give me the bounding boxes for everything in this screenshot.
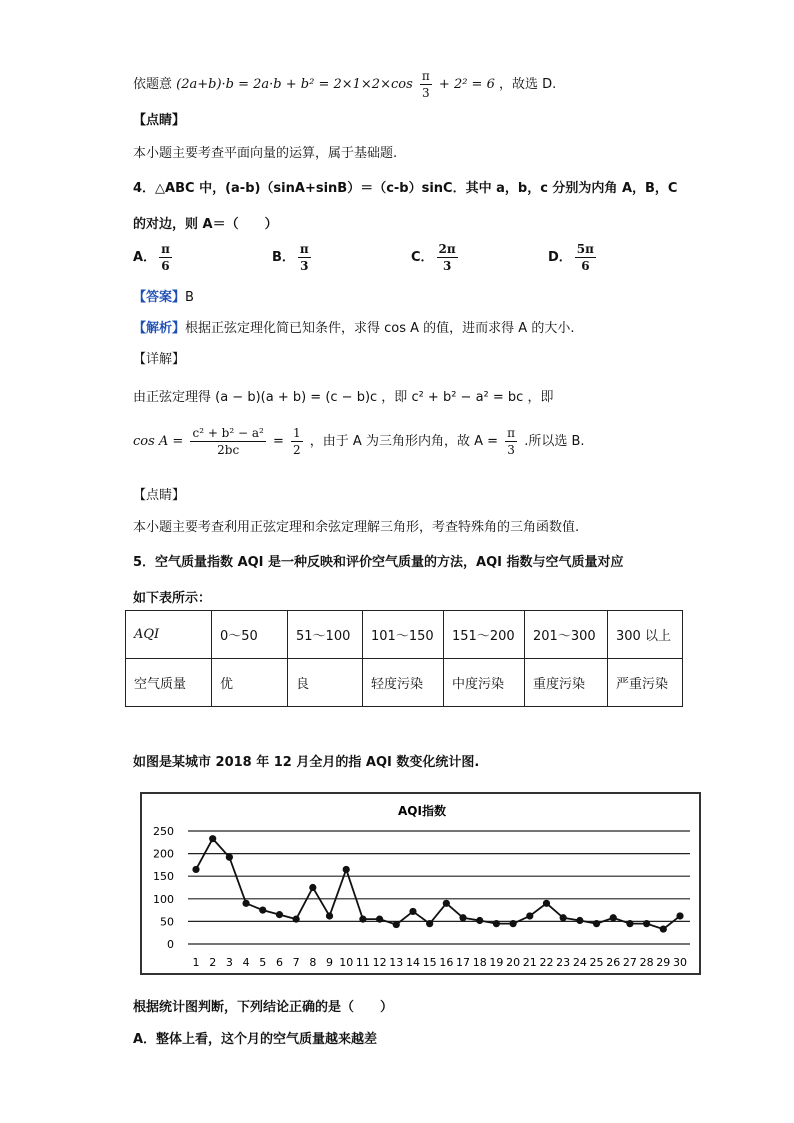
q4-option-c: C． $\frac{2\pi}{3}$ — [411, 242, 456, 273]
aqi-chart-frame — [140, 792, 701, 975]
x-tick-label: 5 — [259, 956, 267, 969]
data-point — [393, 921, 400, 928]
q5-stem-line2: 如下表所示： — [133, 591, 212, 606]
data-point — [560, 914, 567, 921]
x-tick-label: 16 — [439, 956, 454, 969]
quality-cell: 轻度污染 — [363, 659, 444, 707]
data-point — [643, 920, 650, 927]
quality-cell: 严重污染 — [608, 659, 683, 707]
y-tick-label: 0 — [167, 938, 174, 951]
q4-option-b: B． $\frac{\pi}{3}$ — [272, 242, 309, 273]
q4-stem-line2: 的对边，则 A＝（ ） — [133, 217, 278, 232]
x-tick-label: 6 — [275, 956, 283, 969]
x-tick-label: 18 — [472, 956, 487, 969]
q4-answer: 【答案】B — [133, 290, 194, 305]
q5-option-a: A．整体上看，这个月的空气质量越来越差 — [133, 1032, 378, 1047]
aqi-table-row-index — [126, 611, 683, 659]
data-point — [543, 900, 550, 907]
x-tick-label: 24 — [572, 956, 587, 969]
aqi-cell: 151～200 — [444, 611, 525, 659]
chart-intro: 如图是某城市 2018 年 12 月全月的指 AQI 数变化统计图. — [133, 755, 480, 770]
data-point — [610, 914, 617, 921]
quality-cell: 优 — [212, 659, 288, 707]
q4-dianjing-text: 本小题主要考查利用正弦定理和余弦定理解三角形，考查特殊角的三角函数值. — [133, 520, 580, 535]
dianjing-text-1: 本小题主要考查平面向量的运算，属于基础题. — [133, 146, 398, 161]
data-point — [309, 884, 316, 891]
x-tick-label: 4 — [242, 956, 250, 969]
q4-option-d: D． $\frac{5\pi}{6}$ — [548, 242, 594, 273]
x-tick-label: 15 — [422, 956, 437, 969]
x-tick-label: 7 — [292, 956, 300, 969]
data-point — [226, 854, 233, 861]
data-point — [576, 917, 583, 924]
x-tick-label: 27 — [622, 956, 637, 969]
vector-solution-line: 依题意 (2a+b)·b = 2a·b + b² = 2×1×2×cos $\frac{\pi}{3}$ + 2² = 6 ，故选 D. — [133, 69, 557, 100]
y-tick-label: 100 — [153, 892, 174, 906]
x-tick-label: 1 — [192, 956, 200, 969]
x-tick-label: 26 — [606, 956, 621, 969]
x-tick-label: 9 — [326, 956, 334, 969]
quality-cell: 良 — [288, 659, 363, 707]
data-point — [476, 917, 483, 924]
x-tick-label: 11 — [355, 956, 370, 969]
x-tick-label: 17 — [456, 956, 471, 969]
x-tick-label: 28 — [639, 956, 654, 969]
data-point — [510, 920, 517, 927]
quality-cell: 重度污染 — [525, 659, 608, 707]
dianjing-tag-1: 【点睛】 — [133, 113, 186, 128]
q5-question: 根据统计图判断，下列结论正确的是（ ） — [133, 1000, 394, 1015]
data-point — [359, 916, 366, 923]
data-point — [242, 900, 249, 907]
data-point — [192, 866, 199, 873]
x-tick-label: 3 — [225, 956, 233, 969]
x-tick-label: 30 — [673, 956, 687, 969]
x-tick-label: 8 — [309, 956, 317, 969]
x-tick-label: 23 — [556, 956, 571, 969]
data-point — [326, 912, 333, 919]
aqi-cell: 0～50 — [212, 611, 288, 659]
x-tick-label: 13 — [389, 956, 404, 969]
data-point — [409, 908, 416, 915]
data-point — [259, 907, 266, 914]
x-tick-label: 20 — [506, 956, 521, 969]
data-point — [593, 920, 600, 927]
aqi-table-row-quality — [126, 659, 683, 707]
data-point — [293, 916, 300, 923]
aqi-cell: 300 以上 — [608, 611, 683, 659]
data-point — [343, 866, 350, 873]
q4-option-a: A． $\frac{\pi}{6}$ — [133, 242, 170, 273]
q4-detail-line2: cos A = $\frac{\text{c² + b² − a²}}{2bc}$ = $\frac{1}{2}$ ，由于 A 为三角形内角，故 A = $\frac{\pi}{3}$ .所以选 B. — [133, 426, 585, 457]
x-tick-label: 21 — [522, 956, 537, 969]
aqi-cell: 51～100 — [288, 611, 363, 659]
data-point — [426, 920, 433, 927]
x-tick-label: 12 — [372, 956, 387, 969]
chart-title: AQI指数 — [398, 804, 446, 818]
x-tick-label: 2 — [209, 956, 217, 969]
q5-stem-line1: 5．空气质量指数 AQI 是一种反映和评价空气质量的方法，AQI 指数与空气质量对应 — [133, 555, 624, 570]
data-point — [276, 911, 283, 918]
q4-dianjing-tag: 【点睛】 — [133, 488, 186, 503]
x-tick-label: 19 — [489, 956, 504, 969]
q4-analysis: 【解析】根据正弦定理化简已知条件，求得 cos A 的值，进而求得 A 的大小. — [133, 321, 575, 336]
quality-cell: 空气质量 — [126, 659, 212, 707]
y-tick-label: 50 — [160, 915, 174, 929]
aqi-line-chart — [142, 794, 699, 973]
data-point — [209, 835, 216, 842]
data-point — [459, 914, 466, 921]
data-point — [493, 920, 500, 927]
series-line — [196, 839, 680, 929]
quality-cell: 中度污染 — [444, 659, 525, 707]
x-tick-label: 22 — [539, 956, 554, 969]
aqi-table — [125, 610, 683, 707]
data-point — [626, 920, 633, 927]
q4-detail-tag: 【详解】 — [133, 352, 186, 367]
y-tick-label: 150 — [153, 870, 174, 884]
aqi-cell: 101～150 — [363, 611, 444, 659]
data-point — [376, 916, 383, 923]
q4-detail-line1: 由正弦定理得 (a − b)(a + b) = (c − b)c ，即 c² + b² − a² = bc ，即 — [133, 390, 554, 405]
x-tick-label: 10 — [339, 956, 354, 969]
data-point — [443, 900, 450, 907]
data-point — [660, 925, 667, 932]
x-tick-label: 29 — [656, 956, 671, 969]
y-tick-label: 200 — [153, 847, 174, 861]
aqi-cell: AQI — [126, 611, 212, 659]
aqi-cell: 201～300 — [525, 611, 608, 659]
q4-stem-line1: 4．△ABC 中，(a-b)（sinA+sinB）＝（c-b）sinC．其中 a，b，c 分别为内角 A，B，C — [133, 181, 678, 196]
x-tick-label: 25 — [589, 956, 604, 969]
data-point — [526, 912, 533, 919]
y-tick-label: 250 — [153, 825, 174, 838]
data-point — [676, 912, 683, 919]
x-tick-label: 14 — [405, 956, 420, 969]
